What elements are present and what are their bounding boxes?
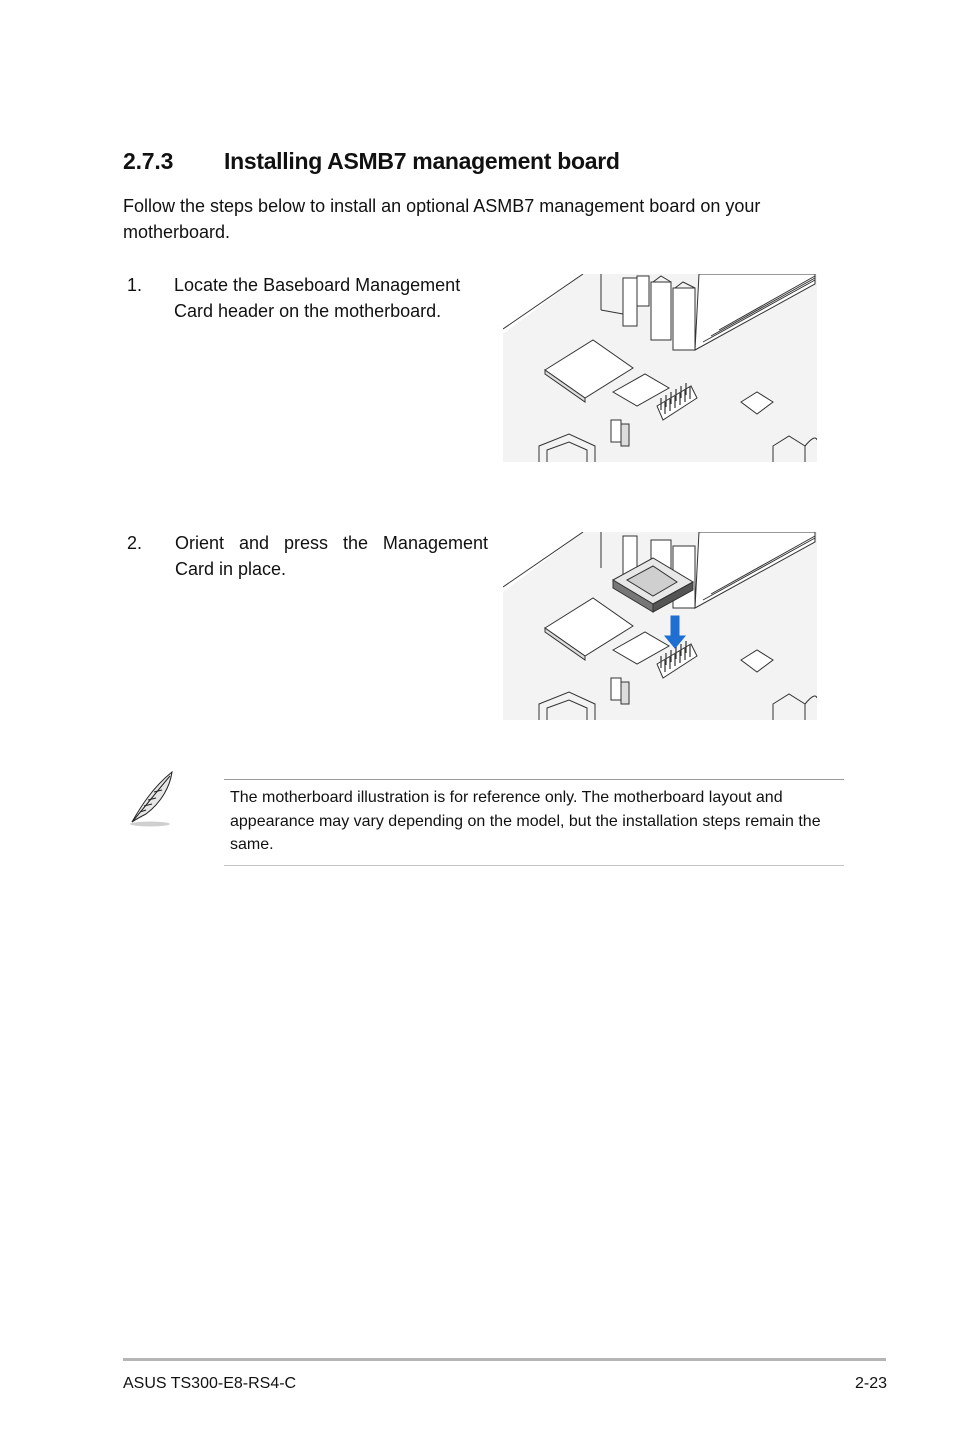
feather-pen-icon <box>126 768 174 828</box>
motherboard-illustration-step-2 <box>503 532 817 720</box>
step-1-text: Locate the Baseboard Management Card header on the motherboard. <box>174 275 461 321</box>
section-title: Installing ASMB7 management board <box>224 148 620 174</box>
step-2-text: Orient and press the Management Card in place. <box>175 533 488 579</box>
step-2-number: 2. <box>127 533 143 553</box>
note-bottom-rule <box>224 865 844 866</box>
footer-product-name: ASUS TS300-E8-RS4-C <box>123 1375 297 1392</box>
footer-rule <box>123 1358 886 1361</box>
step-1-number: 1. <box>127 275 143 295</box>
intro-paragraph: Follow the steps below to install an optional ASMB7 management board on your motherboard. <box>123 196 761 242</box>
motherboard-illustration-step-1 <box>503 274 817 462</box>
note-text: The motherboard illustration is for reference only. The motherboard layout and appearance may vary depending on the model, but the installation steps remain the same. <box>230 789 821 853</box>
footer-page-number: 2-23 <box>854 1375 887 1392</box>
note-top-rule <box>224 779 844 780</box>
section-number: 2.7.3 <box>123 148 174 174</box>
